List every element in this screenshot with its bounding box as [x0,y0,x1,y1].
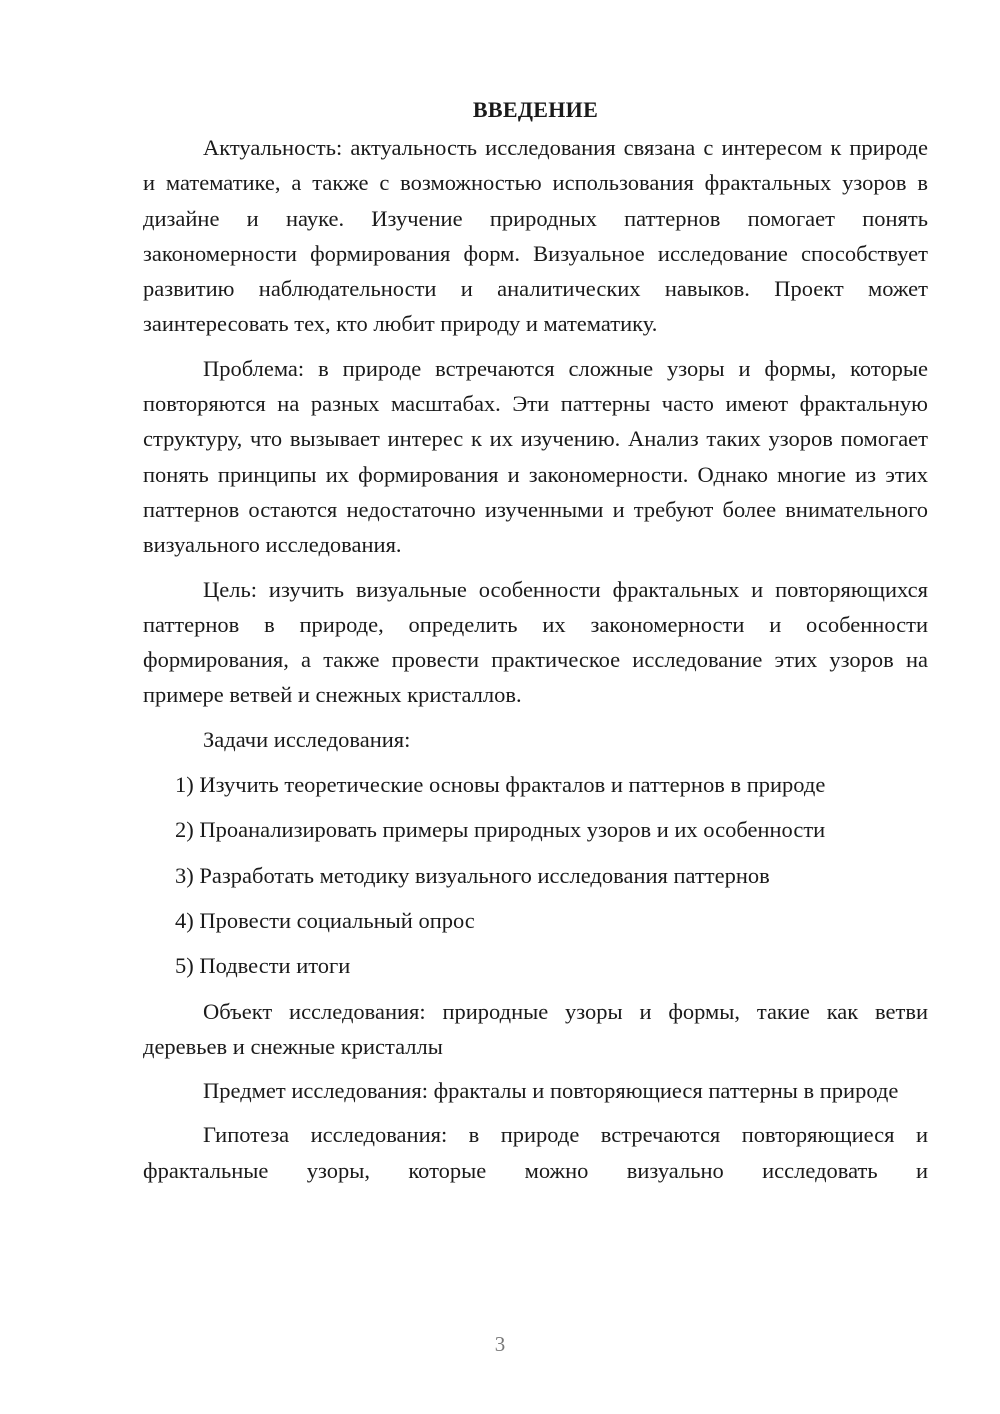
hypothesis-paragraph: Гипотеза исследования: в природе встречаются повторяющиеся и фрактальные узоры, которые можно визуально исследовать и [143,1122,928,1183]
relevance-paragraph: Актуальность: актуальность исследования связана с интересом к природе и математике, а также с возможностью использования фрактальных узоров в дизайне и науке. Изучение природных паттернов помогает понять закономерности формирования форм. Визуальное исследование способствует развитию наблюдательности и аналитических навыков. Проект может заинтересовать тех, кто любит природу и математику. [143,135,928,337]
list-item: 4) Провести социальный опрос [175,907,475,933]
object-paragraph: Объект исследования: природные узоры и формы, такие как ветви деревьев и снежные кристаллы [143,998,928,1059]
page-number: 3 [494,1332,506,1356]
tasks-list [143,767,928,983]
section-title: ВВЕДЕНИЕ [472,97,599,122]
problem-paragraph: Проблема: в природе встречаются сложные узоры и формы, которые повторяются на разных масштабах. Эти паттерны часто имеют фрактальную структуру, что вызывает интерес к их изучению. Анализ таких узоров помогает понять принципы их формирования и закономерности. Однако многие из этих паттернов остаются недостаточно изученными и требуют более внимательного визуального исследования. [143,355,928,558]
list-item: 5) Подвести итоги [175,953,351,979]
goal-paragraph: Цель: изучить визуальные особенности фрактальных и повторяющихся паттернов в природе, определить их закономерности и особенности формирования, а также провести практическое исследование этих узоров на примере ветвей и снежных кристаллов. [143,576,928,708]
tasks-heading: Задачи исследования: [203,726,411,752]
subject-paragraph: Предмет исследования: фракталы и повторяющиеся паттерны в природе [203,1078,899,1104]
list-item: 3) Разработать методику визуального исследования паттернов [175,862,770,888]
document-page [143,92,928,1188]
list-item: 1) Изучить теоретические основы фракталов и паттернов в природе [175,772,826,798]
list-item: 2) Проанализировать примеры природных узоров и их особенности [175,817,826,843]
